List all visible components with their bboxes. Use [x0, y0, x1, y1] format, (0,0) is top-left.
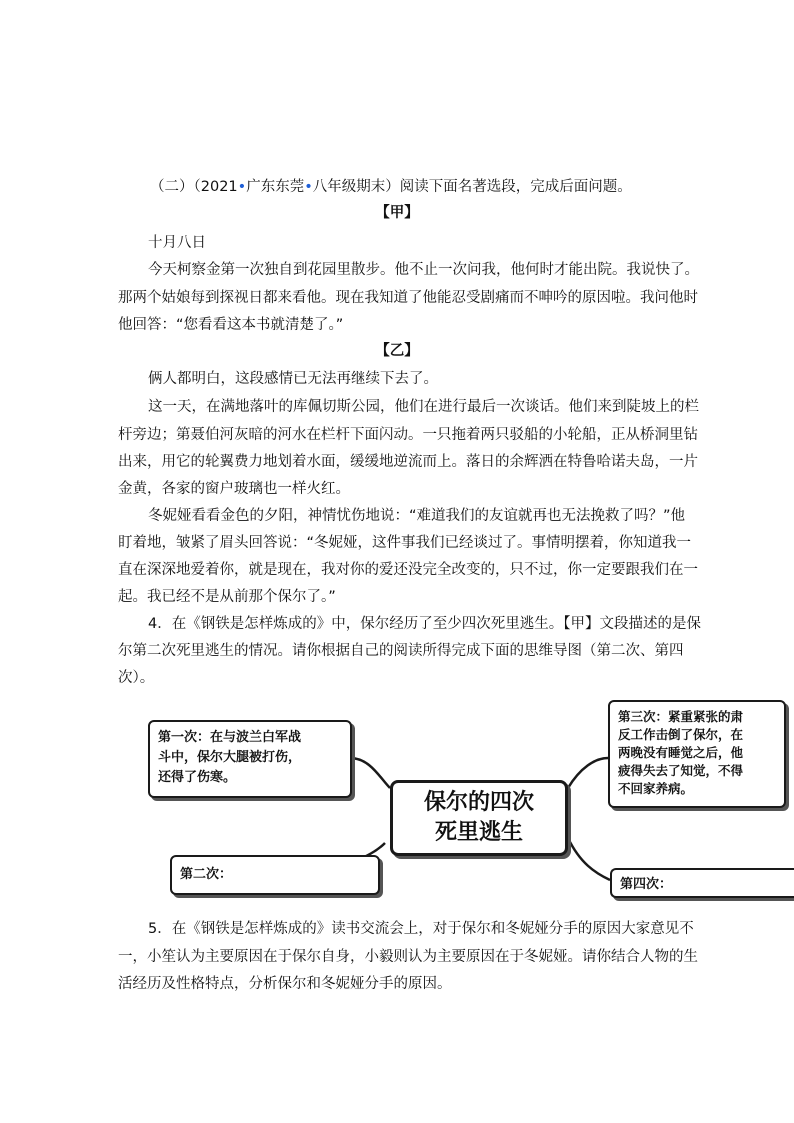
- third-escape-text: 两晚没有睡觉之后，他: [618, 745, 744, 760]
- bullet-dot: •: [304, 179, 313, 195]
- first-escape-box: [148, 720, 352, 798]
- source-line: [150, 176, 632, 198]
- section-a-date: 十月八日: [148, 235, 206, 251]
- bullet-dot: •: [237, 179, 247, 195]
- second-escape-label: 第二次：: [180, 867, 233, 882]
- question-4-line: 次）。: [118, 670, 155, 686]
- question-5-line: 一，小笙认为主要原因在于保尔自身，小毅则认为主要原因在于冬妮娅。请你结合人物的生: [118, 949, 698, 965]
- section-a-line: 那两个姑娘每到探视日都来看他。现在我知道了他能忍受剧痛而不呻吟的原因啦。我问他时: [118, 290, 698, 306]
- section-b-line: 冬妮娅看看金色的夕阳，神情忧伤地说：“难道我们的友谊就再也无法挽救了吗？”他: [148, 508, 686, 524]
- fourth-escape-label: 第四次：: [620, 877, 673, 892]
- question-5-line: 5．在《钢铁是怎样炼成的》读书交流会上，对于保尔和冬妮娅分手的原因大家意见不: [148, 921, 694, 937]
- section-b-line: 俩人都明白，这段感情已无法再继续下去了。: [148, 371, 438, 387]
- question-4-line: 尔第二次死里逃生的情况。请你根据自己的阅读所得完成下面的思维导图（第二次、第四: [118, 643, 684, 659]
- first-escape-text: 第一次：在与波兰白军战: [158, 730, 302, 745]
- third-escape-text: 反工作击倒了保尔，在: [618, 727, 744, 742]
- source-location: 广东东莞: [246, 179, 305, 195]
- section-a-heading: 【甲】: [375, 205, 419, 221]
- section-a-line: 他回答：“您看看这本书就清楚了。”: [118, 317, 344, 333]
- source-term: 八年级期末）阅读下面名著选段，完成后面问题。: [312, 179, 632, 195]
- fourth-escape-box[interactable]: [610, 868, 794, 898]
- third-escape-text: 疲得失去了知觉，不得: [618, 763, 744, 778]
- center-topic-line: 保尔的四次: [423, 790, 534, 815]
- source-prefix: （二）（2021: [150, 179, 238, 195]
- section-b-line: 起。我已经不是从前那个保尔了。”: [118, 589, 336, 605]
- section-b-line: 直在深深地爱着你，就是现在，我对你的爱还没完全改变的，只不过，你一定要跟我们在一: [118, 562, 698, 578]
- section-b-heading: 【乙】: [375, 343, 419, 359]
- third-escape-text: 不回家养病。: [618, 781, 694, 796]
- second-escape-box[interactable]: [170, 855, 380, 895]
- question-4-line: 4．在《钢铁是怎样炼成的》中，保尔经历了至少四次死里逃生。【甲】文段描述的是保: [148, 616, 701, 632]
- section-b-line: 这一天，在满地落叶的库佩切斯公园，他们在进行最后一次谈话。他们来到陡坡上的栏: [148, 399, 699, 415]
- third-escape-text: 第三次：紧重紧张的肃: [618, 709, 744, 724]
- question-5-line: 活经历及性格特点，分析保尔和冬妮娅分手的原因。: [118, 976, 452, 992]
- section-a-line: 今天柯察金第一次独自到花园里散步。他不止一次问我，他何时才能出院。我说快了。: [148, 262, 699, 278]
- center-topic-line: 死里逃生: [434, 820, 523, 845]
- first-escape-text: 还得了伤寒。: [158, 770, 237, 785]
- third-escape-box: [608, 700, 786, 808]
- section-b-line: 盯着地，皱紧了眉头回答说：“冬妮娅，这件事我们已经谈过了。事情明摆着，你知道我一: [118, 535, 692, 551]
- center-topic-box: [390, 780, 568, 856]
- section-b-line: 杆旁边；第聂伯河灰暗的河水在栏杆下面闪动。一只拖着两只驳船的小轮船，正从桥洞里钻: [118, 427, 698, 443]
- mind-map: [140, 688, 794, 898]
- section-b-line: 金黄，各家的窗户玻璃也一样火红。: [118, 481, 350, 497]
- first-escape-text: 斗中，保尔大腿被打伤，: [158, 750, 302, 765]
- section-b-line: 出来，用它的轮翼费力地划着水面，缓缓地逆流而上。落日的余辉洒在特鲁哈诺夫岛，一片: [118, 454, 698, 470]
